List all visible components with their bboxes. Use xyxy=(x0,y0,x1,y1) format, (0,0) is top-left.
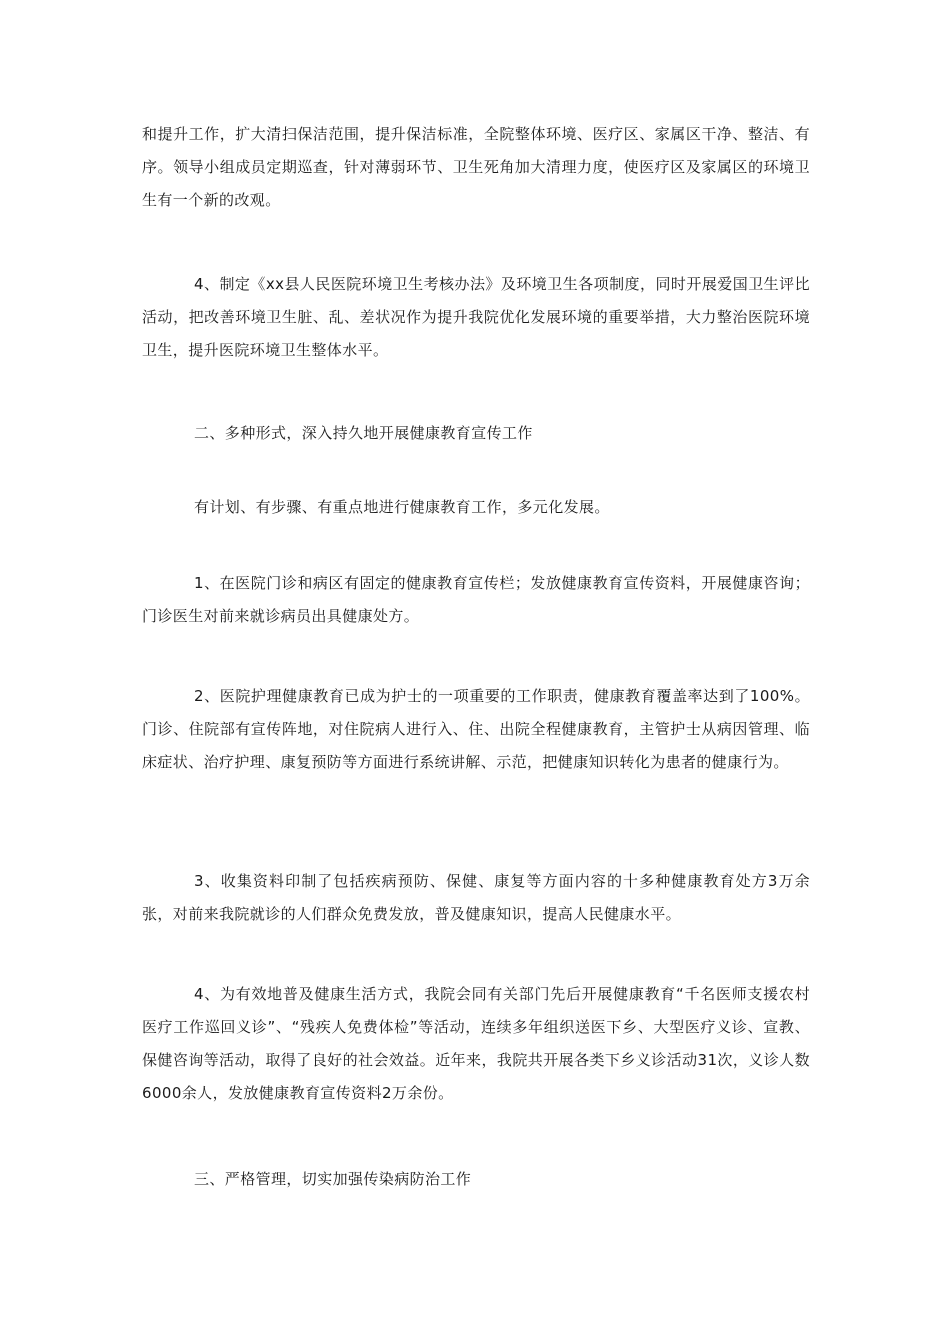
paragraph-item-3-prescriptions: 3、收集资料印制了包括疾病预防、保健、康复等方面内容的十多种健康教育处方3万余张，对前来我院就诊的人们群众免费发放，普及健康知识，提高人民健康水平。 xyxy=(142,872,810,923)
paragraph-item-2-nursing: 2、医院护理健康教育已成为护士的一项重要的工作职责，健康教育覆盖率达到了100%。门诊、住院部有宣传阵地，对住院病人进行入、住、出院全程健康教育，主管护士从病因管理、临床症状、治疗护理、康复预防等方面进行系统讲解、示范，把健康知识转化为患者的健康行为。 xyxy=(142,687,810,771)
section-heading-2: 二、多种形式，深入持久地开展健康教育宣传工作 xyxy=(194,424,533,442)
section-heading-3: 三、严格管理，切实加强传染病防治工作 xyxy=(194,1170,472,1188)
paragraph-item-4-outreach: 4、为有效地普及健康生活方式，我院会同有关部门先后开展健康教育“千名医师支援农村医疗工作巡回义诊”、“残疾人免费体检”等活动，连续多年组织送医下乡、大型医疗义诊、宣教、保健咨询等活动，取得了良好的社会效益。近年来，我院共开展各类下乡义诊活动31次，义诊人数6000余人，发放健康教育宣传资料2万余份。 xyxy=(142,985,810,1102)
paragraph-item-4-regulations: 4、制定《xx县人民医院环境卫生考核办法》及环境卫生各项制度，同时开展爱国卫生评比活动，把改善环境卫生脏、乱、差状况作为提升我院优化发展环境的重要举措，大力整治医院环境卫生，提升医院环境卫生整体水平。 xyxy=(142,275,810,359)
paragraph-item-1-bulletin: 1、在医院门诊和病区有固定的健康教育宣传栏；发放健康教育宣传资料，开展健康咨询；门诊医生对前来就诊病员出具健康处方。 xyxy=(142,574,810,625)
paragraph-health-education-intro: 有计划、有步骤、有重点地进行健康教育工作，多元化发展。 xyxy=(194,498,610,516)
paragraph-environment-cleaning: 和提升工作，扩大清扫保洁范围，提升保洁标准，全院整体环境、医疗区、家属区干净、整洁、有序。领导小组成员定期巡查，针对薄弱环节、卫生死角加大清理力度，使医疗区及家属区的环境卫生有一个新的改观。 xyxy=(142,125,810,209)
